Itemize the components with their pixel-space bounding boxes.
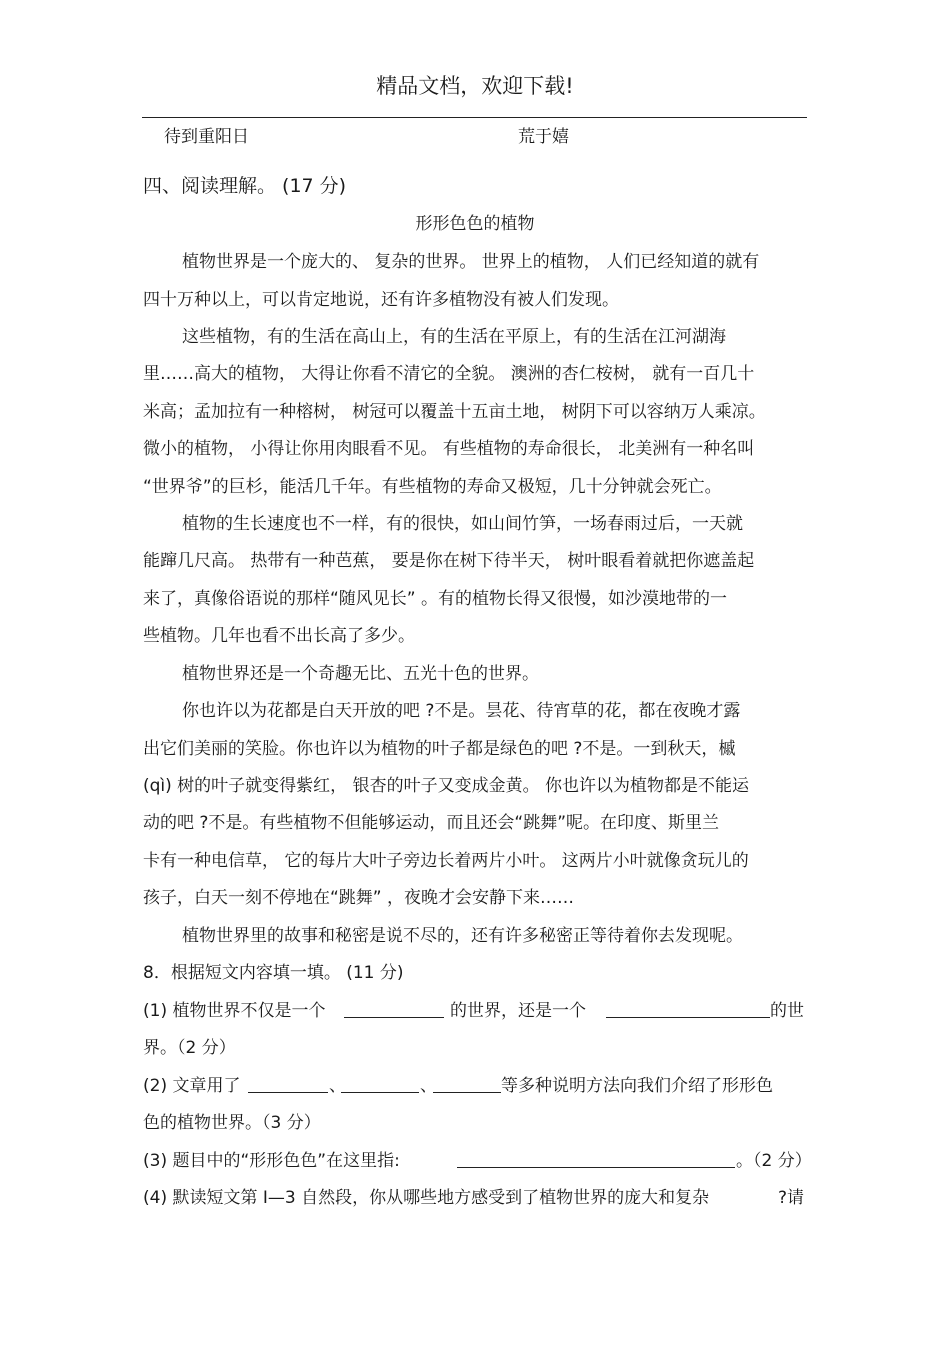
article-line: 植物世界里的故事和秘密是说不尽的，还有许多秘密正等待着你去发现呢。 [182,926,743,946]
poem-line-right: 荒于嬉 [518,127,569,147]
question-1-text: 的世 [770,1001,804,1021]
article-line: (qì) 树的叶子就变得紫红， 银杏的叶子又变成金黄。 你也许以为植物都是不能运 [143,776,749,796]
article-line: 这些植物，有的生活在高山上，有的生活在平原上，有的生活在江河湖海 [182,327,726,347]
article-title: 形形色色的植物 [415,214,535,234]
question-3-text: 。（2 分） [736,1151,812,1171]
article-line: 里……高大的植物， 大得让你看不清它的全貌。 澳洲的杏仁桉树， 就有一百几十 [143,364,755,384]
article-line: 出它们美丽的笑脸。你也许以为植物的叶子都是绿色的吧 ?不是。一到秋天，槭 [143,739,736,759]
article-line: “世界爷”的巨杉，能活几千年。有些植物的寿命又极短，几十分钟就会死亡。 [143,477,722,497]
answer-blank[interactable] [248,1076,328,1093]
article-line: 孩子，白天一刻不停地在“跳舞” ，夜晚才会安静下来…… [143,888,575,908]
answer-blank[interactable] [606,1001,770,1018]
question-8-title: 8．根据短文内容填一填。 (11 分) [143,963,404,983]
article-line: 微小的植物， 小得让你用肉眼看不见。 有些植物的寿命很长， 北美洲有一种名叫 [143,439,755,459]
separator: 、 [329,1076,346,1096]
article-line: 米高；孟加拉有一种榕树， 树冠可以覆盖十五亩土地， 树阴下可以容纳万人乘凉。 [143,402,766,422]
page-header: 精品文档，欢迎下载! [376,74,574,98]
question-4-text: ?请 [778,1188,805,1208]
answer-blank[interactable] [344,1001,444,1018]
separator: 、 [420,1076,437,1096]
article-line: 植物的生长速度也不一样，有的很快，如山间竹笋，一场春雨过后，一天就 [182,514,743,534]
article-line: 能蹿几尺高。 热带有一种芭蕉， 要是你在树下待半天， 树叶眼看着就把你遮盖起 [143,551,755,571]
article-line: 来了，真像俗语说的那样“随风见长” 。有的植物长得又很慢，如沙漠地带的一 [143,589,728,609]
question-1-text: 界。（2 分） [143,1038,236,1058]
answer-blank[interactable] [433,1076,501,1093]
question-1-text: 的世界，还是一个 [450,1001,586,1021]
question-1-text: (1) 植物世界不仅是一个 [143,1001,326,1021]
question-2-text: (2) 文章用了 [143,1076,241,1096]
header-divider [142,117,807,118]
article-line: 些植物。几年也看不出长高了多少。 [143,626,415,646]
article-line: 你也许以为花都是白天开放的吧 ?不是。昙花、待宵草的花，都在夜晚才露 [182,701,741,721]
article-line: 动的吧 ?不是。有些植物不但能够运动，而且还会“跳舞”呢。在印度、斯里兰 [143,813,720,833]
article-line: 植物世界是一个庞大的、 复杂的世界。 世界上的植物， 人们已经知道的就有 [182,252,760,272]
answer-blank[interactable] [341,1076,419,1093]
question-2-text: 等多种说明方法向我们介绍了形形色 [501,1076,773,1096]
question-2-text: 色的植物世界。（3 分） [143,1113,321,1133]
article-line: 四十万种以上，可以肯定地说，还有许多植物没有被人们发现。 [143,290,619,310]
answer-blank[interactable] [457,1151,735,1168]
article-line: 卡有一种电信草， 它的每片大叶子旁边长着两片小叶。 这两片小叶就像贪玩儿的 [143,851,749,871]
section-title: 四、阅读理解。 (17 分) [143,175,347,197]
question-4-text: (4) 默读短文第 Ⅰ—3 自然段，你从哪些地方感受到了植物世界的庞大和复杂 [143,1188,710,1208]
question-3-text: (3) 题目中的“形形色色”在这里指: [143,1151,400,1171]
poem-line-left: 待到重阳日 [164,127,249,147]
article-line: 植物世界还是一个奇趣无比、五光十色的世界。 [182,664,539,684]
